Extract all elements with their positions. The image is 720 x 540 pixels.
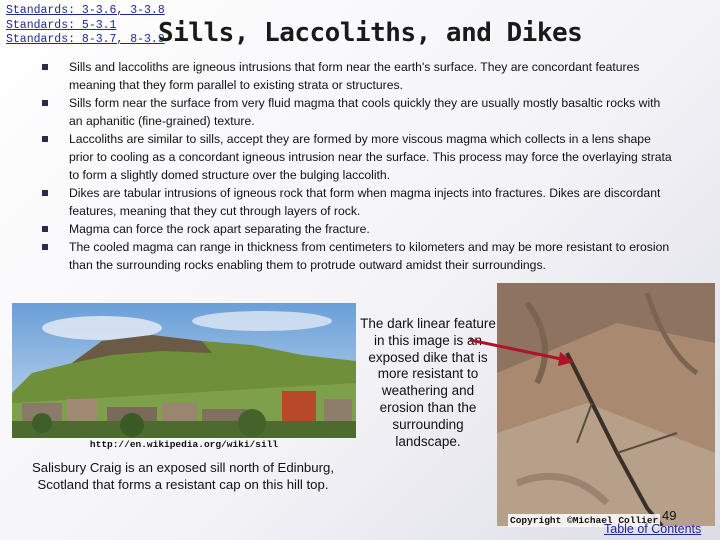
- standards-list: [6, 4, 165, 48]
- square-bullet-icon: [42, 244, 48, 250]
- slide-title: Sills, Laccoliths, and Dikes: [158, 18, 583, 48]
- bullet-text: Dikes are tabular intrusions of igneous rock that form when magma injects into fractures. Dikes are discordant features, meaning that they cut through layers of rock.: [69, 186, 661, 218]
- bullet-item: [42, 94, 672, 130]
- bullet-text: Magma can force the rock apart separating the fracture.: [69, 222, 370, 236]
- standards-link-2[interactable]: Standards: 5-3.1: [6, 18, 117, 32]
- salisbury-craig-photo: [12, 303, 356, 438]
- square-bullet-icon: [42, 190, 48, 196]
- dike-caption: The dark linear feature in this image is an exposed dike that is more resistant to weathering and erosion than the surrounding landscape.: [360, 316, 496, 449]
- bullet-text: Sills form near the surface from very fluid magma that cools quickly they are usually mostly basaltic rocks with an aphanitic (fine-grained) texture.: [69, 96, 661, 128]
- bullet-list: [42, 58, 672, 274]
- bullet-item: [42, 184, 672, 220]
- square-bullet-icon: [42, 226, 48, 232]
- arrow-icon: [466, 332, 586, 372]
- salisbury-craig-caption: Salisbury Craig is an exposed sill north of Edinburg, Scotland that forms a resistant cap on this hill top.: [31, 460, 334, 492]
- dike-aerial-photo: [497, 283, 715, 526]
- square-bullet-icon: [42, 100, 48, 106]
- square-bullet-icon: [42, 64, 48, 70]
- standards-link-3[interactable]: Standards: 8-3.7, 8-3.9: [6, 33, 165, 46]
- bullet-item: [42, 58, 672, 94]
- bullet-text: The cooled magma can range in thickness from centimeters to kilometers and may be more resistant to erosion than the surrounding rocks enabling them to protrude outward amidst their surroundings.: [69, 240, 670, 272]
- square-bullet-icon: [42, 136, 48, 142]
- copyright-notice: Copyright ©Michael Collier: [510, 515, 659, 526]
- table-of-contents-link[interactable]: Table of Contents: [604, 522, 702, 536]
- bullet-item: [42, 238, 672, 274]
- page-number: 49: [662, 508, 677, 523]
- bullet-item: [42, 130, 672, 184]
- standards-link-1[interactable]: Standards: 3-3.6, 3-3.8: [6, 4, 165, 17]
- photo-source-url: http://en.wikipedia.org/wiki/sill: [89, 439, 279, 450]
- bullet-text: Laccoliths are similar to sills, accept they are formed by more viscous magma which collects in a lens shape prior to cooling as a concordant igneous intrusion near the surface. This process may force the overlaying strata to form a slightly domed structure over the bulging laccolith.: [69, 132, 672, 182]
- bullet-text: Sills and laccoliths are igneous intrusions that form near the earth's surface. They are concordant features meaning that they form parallel to existing strata or structures.: [69, 60, 640, 92]
- bullet-item: [42, 220, 672, 238]
